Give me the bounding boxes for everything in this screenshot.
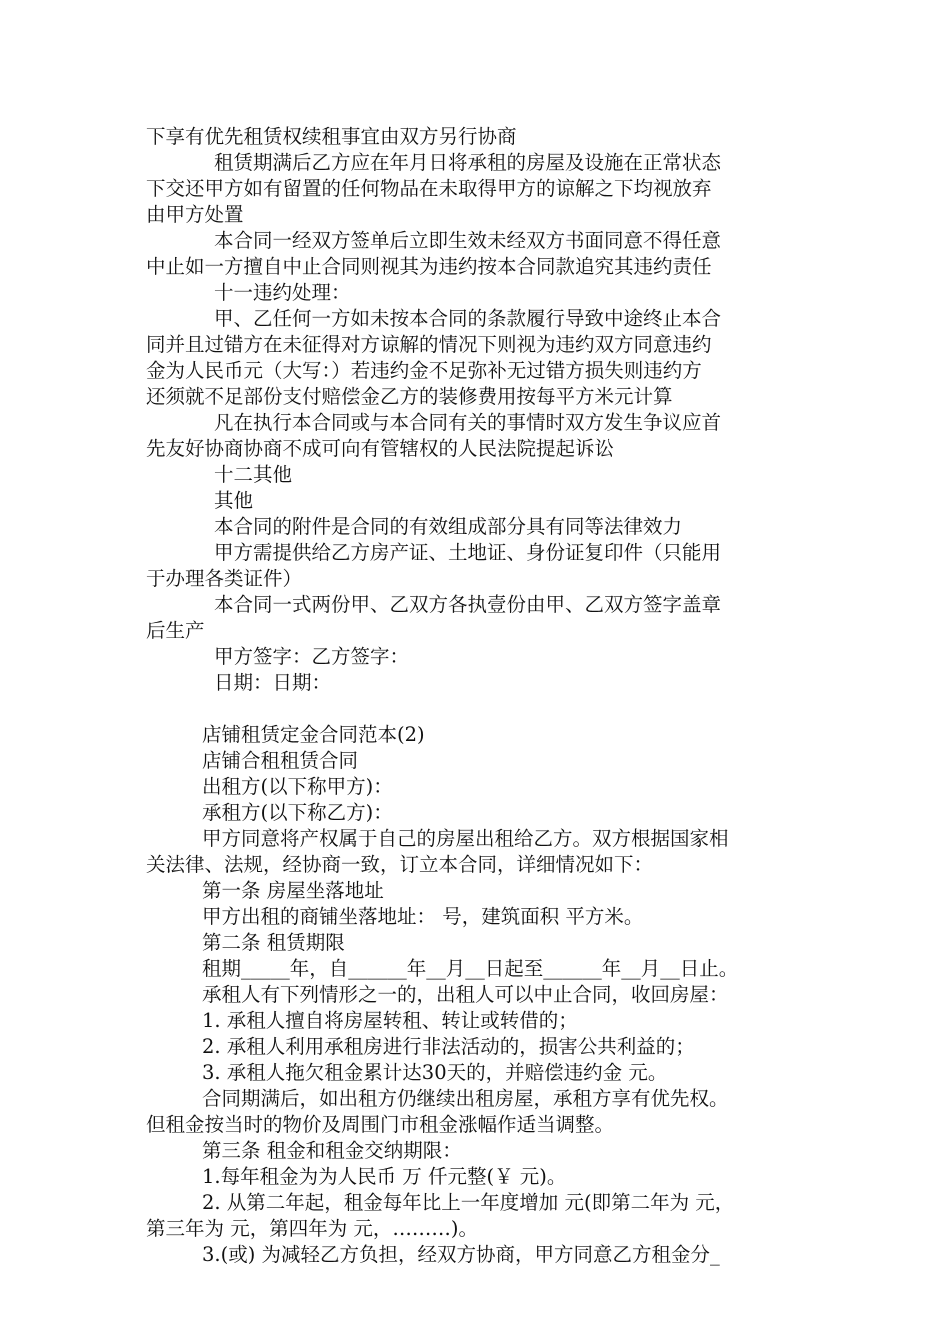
text-line: 其他 — [214, 489, 254, 512]
list-item: 2. 承租人利用承租房进行非法活动的，损害公共利益的； — [202, 1035, 695, 1058]
text-line: 甲方出租的商铺坐落地址： 号，建筑面积 平方米。 — [202, 905, 644, 928]
text-line: 本合同的附件是合同的有效组成部分具有同等法律效力 — [214, 515, 683, 538]
text-line: 凡在执行本合同或与本合同有关的事情时双方发生争议应首 — [214, 411, 722, 434]
text-line: 第三年为 元，第四年为 元，………)。 — [146, 1217, 479, 1240]
list-item: 1.每年租金为为人民币 万 仟元整(￥ 元)。 — [202, 1165, 567, 1188]
signature-line: 甲方签字：乙方签字： — [214, 645, 410, 668]
section-heading: 十一违约处理： — [214, 281, 351, 304]
text-line: 于办理各类证件） — [146, 567, 303, 590]
text-line: 还须就不足部份支付赔偿金乙方的装修费用按每平方米元计算 — [146, 385, 673, 408]
text-line: 本合同一经双方签单后立即生效未经双方书面同意不得任意 — [214, 229, 722, 252]
article-heading: 第一条 房屋坐落地址 — [202, 879, 384, 902]
list-item: 3.(或) 为减轻乙方负担，经双方协商，甲方同意乙方租金分_ — [202, 1243, 720, 1266]
section-heading: 十二其他 — [214, 463, 293, 486]
text-line: 合同期满后，如出租方仍继续出租房屋，承租方享有优先权。 — [202, 1087, 729, 1110]
date-line: 日期：日期： — [214, 671, 332, 694]
article-heading: 第三条 租金和租金交纳期限： — [202, 1139, 462, 1162]
text-line: 承租人有下列情形之一的，出租人可以中止合同，收回房屋： — [202, 983, 729, 1006]
text-line: 先友好协商协商不成可向有管辖权的人民法院提起诉讼 — [146, 437, 615, 460]
text-line: 中止如一方擅自中止合同则视其为违约按本合同款追究其违约责任 — [146, 255, 712, 278]
list-item: 3. 承租人拖欠租金累计达30天的，并赔偿违约金 元。 — [202, 1061, 668, 1084]
text-line: 由甲方处置 — [146, 203, 244, 226]
text-line: 租赁期满后乙方应在年月日将承租的房屋及设施在正常状态 — [214, 151, 722, 174]
text-line: 本合同一式两份甲、乙双方各执壹份由甲、乙双方签字盖章 — [214, 593, 722, 616]
list-item: 2. 从第二年起，租金每年比上一年度增加 元(即第二年为 元， — [202, 1191, 735, 1214]
text-line: 承租方(以下称乙方)： — [202, 801, 393, 824]
text-line: 金为人民币元（大写：）若违约金不足弥补无过错方损失则违约方 — [146, 359, 702, 382]
text-line: 甲方需提供给乙方房产证、土地证、身份证复印件（只能用 — [214, 541, 722, 564]
document-title: 店铺租赁定金合同范本(2) — [202, 723, 425, 746]
text-line: 下享有优先租赁权续租事宜由双方另行协商 — [146, 125, 517, 148]
text-line: 租期_____年，自______年__月__日起至______年__月__日止。 — [202, 957, 739, 980]
text-line: 后生产 — [146, 619, 205, 642]
text-line: 甲、乙任何一方如未按本合同的条款履行导致中途终止本合 — [214, 307, 722, 330]
text-line: 关法律、法规，经协商一致，订立本合同，详细情况如下： — [146, 853, 654, 876]
text-line: 甲方同意将产权属于自己的房屋出租给乙方。双方根据国家相 — [202, 827, 729, 850]
text-line: 下交还甲方如有留置的任何物品在未取得甲方的谅解之下均视放弃 — [146, 177, 712, 200]
list-item: 1. 承租人擅自将房屋转租、转让或转借的； — [202, 1009, 578, 1032]
text-line: 出租方(以下称甲方)： — [202, 775, 393, 798]
text-line: 同并且过错方在未征得对方谅解的情况下则视为违约双方同意违约 — [146, 333, 712, 356]
text-line: 店铺合租租赁合同 — [202, 749, 359, 772]
text-line: 但租金按当时的物价及周围门市租金涨幅作适当调整。 — [146, 1113, 615, 1136]
article-heading: 第二条 租赁期限 — [202, 931, 345, 954]
